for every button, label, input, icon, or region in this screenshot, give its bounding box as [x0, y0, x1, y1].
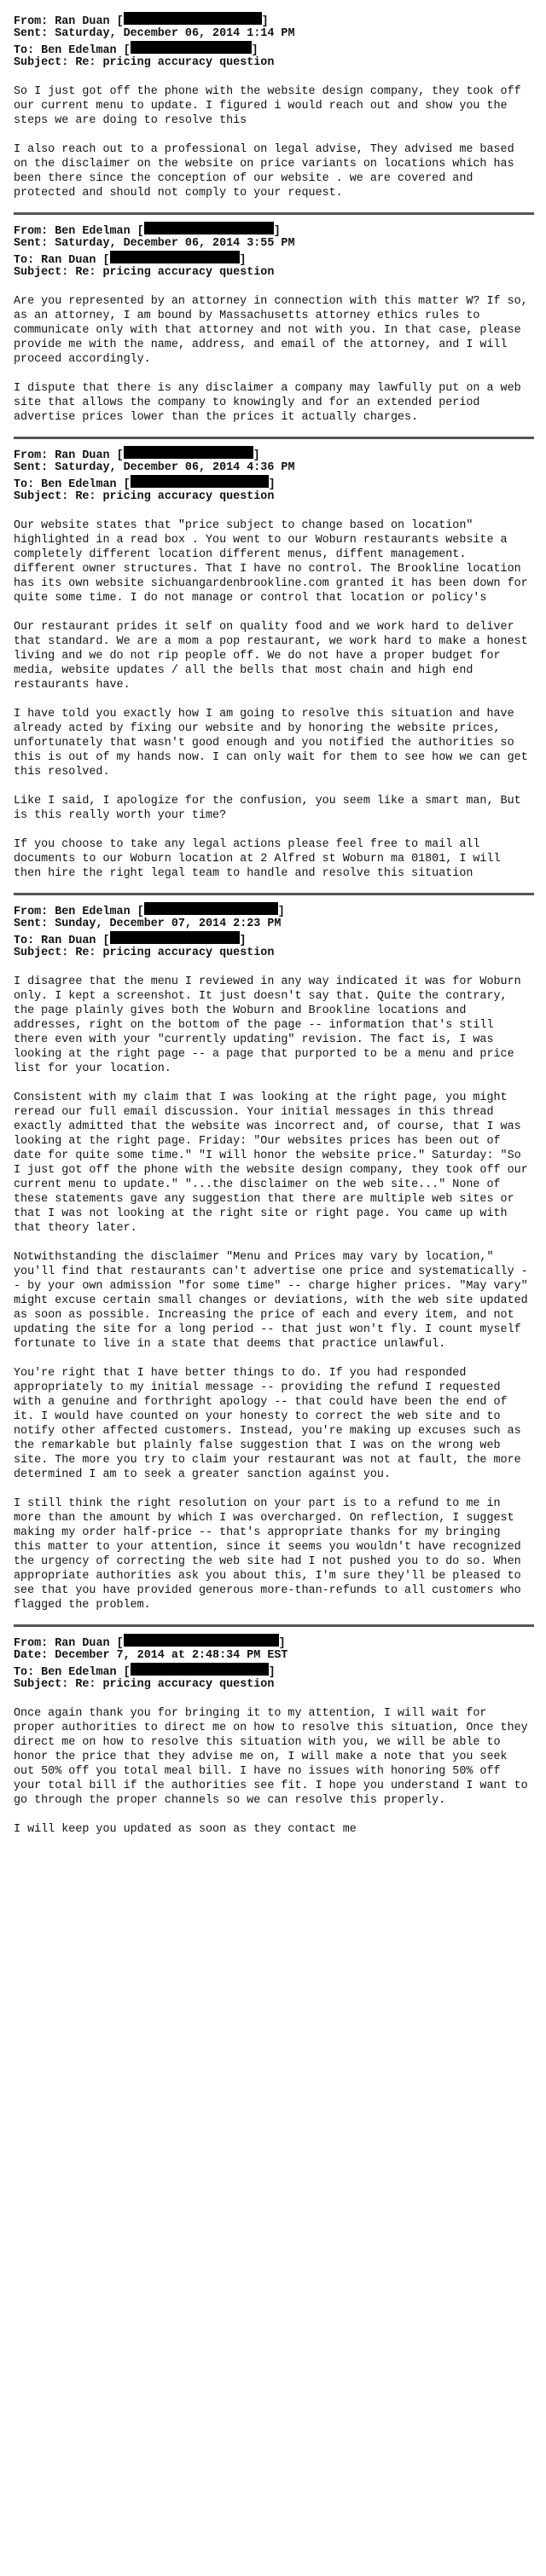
subject-line-label: Subject: — [14, 946, 69, 959]
email-message — [14, 222, 534, 425]
redacted-email-address — [144, 902, 278, 915]
email-message — [14, 12, 534, 200]
to-line-label: To: — [14, 44, 35, 57]
sent-line-label: Sent: — [14, 237, 49, 250]
email-paragraph: Our website states that "price subject to change based on location" highlighted in a read box . You went to our Woburn restaurants website a completely different location different menus, diffent management. different owner structures. That I have no control. The Brookline location has its own website sichuangardenbrookline.com granted it has been down for quite some time. I do not manage or control that location or policy's — [14, 519, 528, 605]
email-message — [14, 902, 534, 1612]
to-line: To: Ben Edelman [ ] — [14, 41, 534, 55]
email-paragraph: I will keep you updated as soon as they contact me — [14, 1823, 357, 1836]
from-line-label: From: — [14, 906, 49, 918]
subject-line-label: Subject: — [14, 490, 69, 503]
subject-line-value: Re: pricing accuracy question — [75, 56, 275, 69]
to-line-label: To: — [14, 935, 35, 947]
email-paragraph: Are you represented by an attorney in connection with this matter W? If so, as an attorney, I am bound by Massachusetts attorney ethics rules to communicate only with that attorney and not with you. In that case, please provide me with the name, address, and email of the attorney, and I will proceed accordingly. — [14, 295, 528, 366]
subject-line-label: Subject: — [14, 56, 69, 69]
email-paragraph: I disagree that the menu I reviewed in any way indicated it was for Woburn only. I kept a screenshot. It just doesn't say that. Quite the contrary, the page plainly gives both the Woburn and Brookline locations and addresses, right on the bottom of the page -- information that's still there even with your "currently updating" revision. The fact is, I was looking at the right page -- a page that purported to be a menu and price list for your location. — [14, 975, 521, 1075]
email-paragraph: Notwithstanding the disclaimer "Menu and Prices may vary by location," you'll find that restaurants can't advertise one price and systematically -- by your own admission "for some time" -- charge higher prices. "May vary" might excuse certain small changes or deviations, with the web site updated as soon as possible. Increasing the price of each and every item, and not updating the site for a long period -- that just won't fly. I count myself fortunate to live in a state that deems that practice unlawful. — [14, 1251, 528, 1351]
from-line-label: From: — [14, 1637, 49, 1650]
from-line: From: Ran Duan [ ] — [14, 1634, 534, 1648]
email-body — [14, 294, 534, 425]
redacted-email-address — [110, 251, 240, 263]
from-line: From: Ran Duan [ ] — [14, 12, 534, 26]
email-body — [14, 975, 534, 1612]
sent-line — [14, 460, 534, 475]
to-line: To: Ben Edelman [ ] — [14, 1663, 534, 1677]
sent-line — [14, 917, 534, 931]
redacted-email-address — [124, 1634, 279, 1647]
from-line: From: Ben Edelman [ ] — [14, 902, 534, 917]
from-line: From: Ran Duan [ ] — [14, 446, 534, 460]
subject-line-value: Re: pricing accuracy question — [75, 946, 275, 959]
email-paragraph: Our restaurant prides it self on quality food and we work hard to deliver that standard. We are a mom a pop restaurant, we work hard to make a honest living and we do not rip people off. We do not have a proper budget for media, website updates / all the bells that most chain and high end restaurants have. — [14, 621, 528, 692]
subject-line-label: Subject: — [14, 266, 69, 279]
to-line-label: To: — [14, 478, 35, 491]
from-line-value: Ran Duan — [55, 15, 110, 28]
to-line-value: Ran Duan — [41, 254, 96, 267]
to-line: To: Ben Edelman [ ] — [14, 475, 534, 489]
from-line-label: From: — [14, 225, 49, 238]
email-paragraph: If you choose to take any legal actions please feel free to mail all documents to our Woburn location at 2 Alfred st Woburn ma 01801, I will then hire the right legal team to handle and resolve this situation — [14, 838, 501, 880]
from-line-label: From: — [14, 449, 49, 462]
redacted-email-address — [131, 41, 252, 54]
subject-line — [14, 946, 534, 960]
sent-line-value: Saturday, December 06, 2014 4:36 PM — [55, 461, 295, 474]
subject-line — [14, 489, 534, 504]
to-line-value: Ben Edelman — [41, 478, 117, 491]
message-separator — [14, 893, 534, 895]
redacted-email-address — [110, 931, 240, 944]
sent-line-value: Saturday, December 06, 2014 1:14 PM — [55, 27, 295, 40]
email-paragraph: Once again thank you for bringing it to my attention, I will wait for proper authorities to direct me on how to resolve this situation, Once they direct me on how to resolve this situation with you, we will be able to honor the price that they advise me on, I will make a note that you seek out 50% off you total meal bill. I have no issues with honoring 50% off your total bill if the authorities see fit. I hope you understand I want to go through the proper channels so we can resolve this properly. — [14, 1707, 528, 1807]
from-line: From: Ben Edelman [ ] — [14, 222, 534, 236]
message-separator — [14, 1624, 534, 1627]
sent-line — [14, 1648, 534, 1663]
to-line: To: Ran Duan [ ] — [14, 251, 534, 265]
email-message — [14, 446, 534, 881]
redacted-email-address — [124, 446, 253, 459]
subject-line-value: Re: pricing accuracy question — [75, 266, 275, 279]
to-line-value: Ben Edelman — [41, 1666, 117, 1679]
sent-line — [14, 26, 534, 41]
sent-line-label: Date: — [14, 1649, 49, 1662]
email-paragraph: Like I said, I apologize for the confusion, you seem like a smart man, But is this really worth your time? — [14, 795, 521, 822]
redacted-email-address — [124, 12, 262, 25]
subject-line — [14, 1677, 534, 1692]
redacted-email-address — [144, 222, 274, 234]
from-line-value: Ben Edelman — [55, 225, 131, 238]
email-paragraph: So I just got off the phone with the website design company, they took off our current menu to update. I figured i would reach out and show you the steps we are doing to resolve this — [14, 85, 521, 127]
subject-line — [14, 265, 534, 280]
sent-line-value: Saturday, December 06, 2014 3:55 PM — [55, 237, 295, 250]
sent-line-label: Sent: — [14, 461, 49, 474]
email-paragraph: I have told you exactly how I am going to resolve this situation and have already acted by fixing our website and by honoring the website prices, unfortunately that wasn't good enough and you notified the authorities so this is out of my hands now. I can only wait for them to see how we can get this resolved. — [14, 708, 528, 779]
sent-line-value: December 7, 2014 at 2:48:34 PM EST — [55, 1649, 288, 1662]
subject-line — [14, 55, 534, 70]
sent-line-label: Sent: — [14, 27, 49, 40]
redacted-email-address — [131, 1663, 269, 1676]
from-line-value: Ran Duan — [55, 1637, 110, 1650]
to-line-value: Ran Duan — [41, 935, 96, 947]
from-line-value: Ran Duan — [55, 449, 110, 462]
message-separator — [14, 212, 534, 215]
to-line: To: Ran Duan [ ] — [14, 931, 534, 946]
from-line-label: From: — [14, 15, 49, 28]
email-paragraph: I dispute that there is any disclaimer a company may lawfully put on a web site that allows the company to knowingly and for an extended period advertise prices lower than the prices it actually charges. — [14, 382, 521, 424]
sent-line-label: Sent: — [14, 918, 49, 930]
sent-line-value: Sunday, December 07, 2014 2:23 PM — [55, 918, 282, 930]
subject-line-value: Re: pricing accuracy question — [75, 490, 275, 503]
subject-line-value: Re: pricing accuracy question — [75, 1678, 275, 1691]
redacted-email-address — [131, 475, 269, 488]
to-line-label: To: — [14, 1666, 35, 1679]
email-paragraph: You're right that I have better things to do. If you had responded appropriately to my initial message -- providing the refund I requested with a genuine and forthright apology -- that could have been the end of it. I would have counted on your honesty to correct the web site and to notify other affected customers. Instead, you're making up excuses such as the remarkable but plainly false suggestion that I was on the wrong web site. The more you try to claim your restaurant was not at fault, the more determined I am to seek a greater sanction against you. — [14, 1367, 521, 1481]
to-line-label: To: — [14, 254, 35, 267]
sent-line — [14, 236, 534, 251]
email-body — [14, 1706, 534, 1837]
email-body — [14, 84, 534, 200]
from-line-value: Ben Edelman — [55, 906, 131, 918]
email-body — [14, 518, 534, 881]
subject-line-label: Subject: — [14, 1678, 69, 1691]
email-paragraph: Consistent with my claim that I was looking at the right page, you might reread our full email discussion. Your initial messages in this thread exactly admitted that the website was incorrect and, of course, that I was looking at the right page. Friday: "Our websites prices has been out of date for quite some time." "I will honor the website price." Saturday: "So I just got off the phone with the website design company, they took off our current menu to update." "...the disclaimer on the web site..." None of these statements gave any suggestion that there are multiple web sites or that I was not looking at the right site or right page. You came up with that theory later. — [14, 1091, 528, 1235]
message-separator — [14, 437, 534, 439]
to-line-value: Ben Edelman — [41, 44, 117, 57]
email-paragraph: I also reach out to a professional on legal advise, They advised me based on the disclaimer on the website on price variants on locations which has been there since the conception of our website . we are covered and protected and should not comply to your request. — [14, 143, 514, 200]
email-paragraph: I still think the right resolution on your part is to a refund to me in more than the amount by which I was overcharged. On reflection, I suggest making my order half-price -- that's appropriate thanks for my bringing this matter to your attention, since it seems you wouldn't have recognized the urgency of correcting the web site had I not pushed you to do so. When appropriate authorities ask you about this, I'm sure they'll be pleased to see that you have provided generous more-than-refunds to all customers who flagged the problem. — [14, 1497, 521, 1612]
email-message — [14, 1634, 534, 1837]
